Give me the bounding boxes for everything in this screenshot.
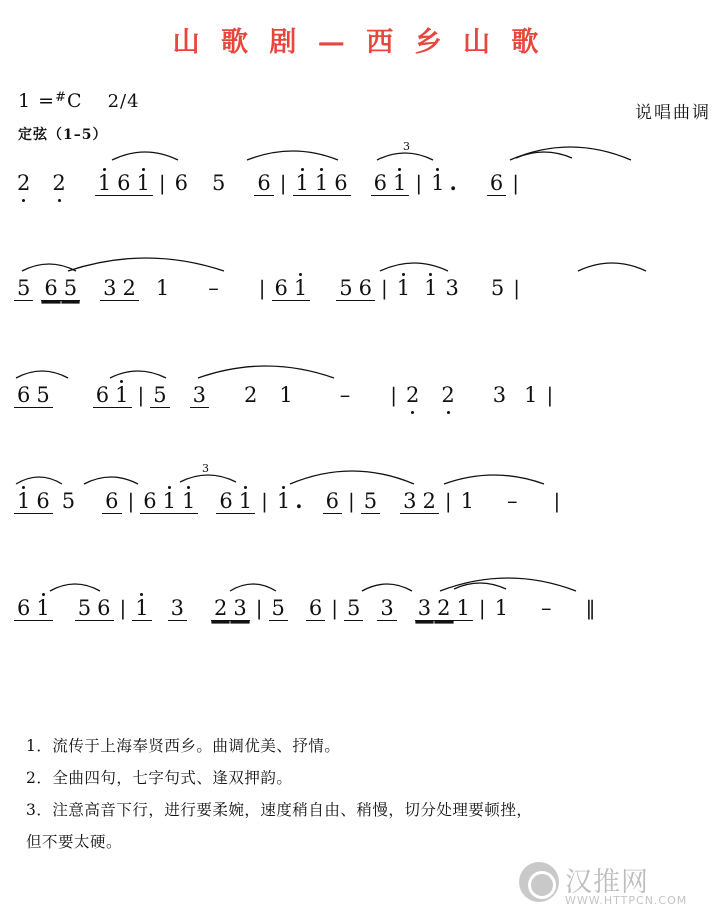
slur-icon [378,255,450,275]
slur-icon [20,257,78,275]
note-item-2: 2．全曲四句，七字句式、逢双押韵。 [26,769,293,787]
note-run: 1 6 5 6 | 6 1 1 6 1 | 1 . 6 | 5 3 2 | 1 – | [14,488,566,514]
score-line-2 [0,245,717,315]
style-label: 说唱曲调 [635,103,711,123]
key-signature-label: 1 = [18,90,56,112]
score-line-5 [0,565,717,635]
key-accidental: # [55,90,67,105]
note-run: 6 5 6 1 | 5 3 2 1 – | 2 2 3 1 | [14,383,559,408]
slur-icon [442,466,546,488]
note-run: 6 1 5 6 | 1 3 2 3 | 5 6 | 5 3 3 2 1 | 1 – ‖ [14,596,597,621]
slur-icon [360,577,414,595]
slur-icon [110,144,180,164]
watermark [519,858,709,914]
triplet-marker: 3 [202,462,209,475]
score-line-1 [0,140,717,210]
slur-icon [14,470,64,488]
slur-icon [245,142,340,164]
note-item-3: 3．注意高音下行，进行要柔婉，速度稍自由、稍慢，切分处理要顿挫， [26,801,533,819]
slur-icon [14,364,70,382]
note-item-1: 1．流传于上海奉贤西乡。曲调优美、抒情。 [26,737,341,755]
score-line-4 [0,458,717,528]
slur-icon [508,134,633,164]
slur-icon [438,565,578,595]
slur-icon [108,364,168,382]
slur-icon [576,255,648,275]
tuning-label: 定弦（1–5） [18,127,108,143]
note-run: 2 2 1 6 1 | 6 5 6 | 1 1 6 6 1 | 1 . 6 | [14,170,525,196]
globe-icon [519,862,559,902]
slur-icon [228,577,278,595]
watermark-url: WWW.HTTPCN.COM [565,894,688,907]
slur-icon [514,144,574,162]
slur-icon [288,458,416,488]
slur-icon [452,575,508,593]
watermark-site-name: 汉推网 [565,867,649,898]
page-title: 山 歌 剧 — 西 乡 山 歌 [172,27,545,58]
slur-icon [82,470,140,488]
note-run: 5 6 5 3 2 1 – | 6 1 5 6 | 1 1 3 5 | [14,276,526,301]
key-letter: C [66,90,83,112]
performance-notes [26,730,686,858]
score-line-3 [0,352,717,422]
triplet-marker: 3 [403,140,410,153]
note-item-4: 但不要太硬。 [26,833,123,851]
slur-icon [66,245,226,275]
time-signature: 2/4 [107,91,140,112]
slur-icon [196,354,336,382]
slur-icon [48,577,102,595]
key-signature [18,90,140,112]
